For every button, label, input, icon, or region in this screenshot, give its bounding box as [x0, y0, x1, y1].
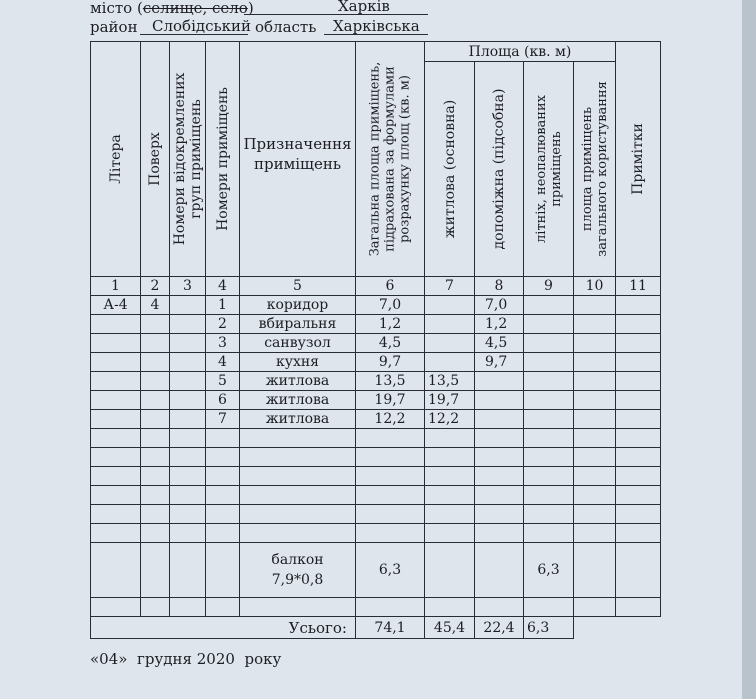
totals-total: 74,1 — [356, 617, 425, 639]
cell-total: 19,7 — [356, 391, 425, 410]
col-header-room-numbers: Номери приміщень — [206, 42, 240, 277]
totals-auxiliary: 22,4 — [475, 617, 524, 639]
table-row — [91, 410, 661, 429]
cell-living — [425, 296, 475, 315]
cell-floor — [141, 410, 170, 429]
struck-settlement-text: селище, село — [142, 0, 248, 17]
cell-floor — [141, 372, 170, 391]
cell-summer — [524, 315, 574, 334]
cell-total: 7,0 — [356, 296, 425, 315]
region-label: область — [255, 18, 317, 36]
cell-common — [574, 353, 616, 372]
city-value: Харків — [338, 0, 390, 15]
col-header-floor: Поверх — [141, 42, 170, 277]
cell-num: 7 — [206, 410, 240, 429]
column-number: 7 — [425, 277, 475, 296]
cell-group — [170, 315, 206, 334]
totals-summer: 6,3 — [524, 617, 574, 639]
cell-total: 12,2 — [356, 410, 425, 429]
cell-summer — [524, 353, 574, 372]
cell-aux: 7,0 — [475, 296, 524, 315]
empty-row — [91, 486, 661, 505]
page-edge — [742, 0, 756, 699]
cell-summer — [524, 410, 574, 429]
cell-living: 19,7 — [425, 391, 475, 410]
cell-num: 1 — [206, 296, 240, 315]
cell-note — [616, 391, 661, 410]
cell-floor: 4 — [141, 296, 170, 315]
cell-note — [616, 372, 661, 391]
premises-table — [90, 41, 661, 639]
table-row — [91, 334, 661, 353]
totals-row — [91, 617, 661, 639]
cell-aux: 9,7 — [475, 353, 524, 372]
city-label-prefix: місто ( — [90, 0, 143, 17]
cell-note — [616, 410, 661, 429]
table-row — [91, 296, 661, 315]
balcony-dimensions: 7,9*0,8 — [271, 572, 324, 588]
empty-row — [91, 505, 661, 524]
balcony-row — [91, 543, 661, 598]
col-header-litera: Літера — [91, 42, 141, 277]
cell-common — [574, 410, 616, 429]
cell-purpose: кухня — [240, 353, 356, 372]
cell-group — [170, 410, 206, 429]
district-value: Слобідський — [152, 17, 252, 35]
balcony-total: 6,3 — [356, 543, 425, 598]
column-number: 2 — [141, 277, 170, 296]
cell-group — [170, 372, 206, 391]
cell-litera: А-4 — [91, 296, 141, 315]
table-row — [91, 353, 661, 372]
col-header-total-area: Загальна площа приміщень, підрахована за формулами розрахунку площ (кв. м) — [356, 42, 425, 277]
cell-summer — [524, 391, 574, 410]
area-group-header: Площа (кв. м) — [425, 42, 616, 62]
cell-group — [170, 296, 206, 315]
cell-litera — [91, 353, 141, 372]
cell-aux — [475, 410, 524, 429]
cell-num: 4 — [206, 353, 240, 372]
region-value: Харківська — [333, 17, 420, 35]
city-line — [90, 0, 254, 17]
cell-purpose: житлова — [240, 372, 356, 391]
cell-floor — [141, 334, 170, 353]
cell-purpose: вбиральня — [240, 315, 356, 334]
cell-total: 13,5 — [356, 372, 425, 391]
cell-summer — [524, 334, 574, 353]
column-number: 11 — [616, 277, 661, 296]
city-label-suffix: ) — [247, 0, 254, 17]
cell-group — [170, 391, 206, 410]
cell-summer — [524, 372, 574, 391]
cell-common — [574, 334, 616, 353]
cell-purpose: житлова — [240, 391, 356, 410]
col-header-purpose: Призначення приміщень — [240, 42, 356, 277]
totals-label: Усього: — [91, 617, 356, 639]
district-label: район — [90, 18, 138, 36]
cell-note — [616, 334, 661, 353]
column-number: 8 — [475, 277, 524, 296]
cell-num: 3 — [206, 334, 240, 353]
date-day: «04» — [90, 650, 128, 668]
cell-note — [616, 296, 661, 315]
cell-floor — [141, 391, 170, 410]
cell-total: 4,5 — [356, 334, 425, 353]
cell-litera — [91, 391, 141, 410]
document-date — [90, 650, 281, 668]
column-number: 1 — [91, 277, 141, 296]
cell-num: 5 — [206, 372, 240, 391]
cell-living — [425, 353, 475, 372]
cell-litera — [91, 334, 141, 353]
cell-note — [616, 315, 661, 334]
cell-living — [425, 315, 475, 334]
table-row — [91, 315, 661, 334]
cell-purpose: санвузол — [240, 334, 356, 353]
empty-row — [91, 448, 661, 467]
table-row — [91, 372, 661, 391]
cell-num: 2 — [206, 315, 240, 334]
cell-litera — [91, 410, 141, 429]
header-row-top — [91, 42, 661, 62]
cell-aux — [475, 391, 524, 410]
cell-total: 1,2 — [356, 315, 425, 334]
cell-common — [574, 296, 616, 315]
col-header-groups: Номери відокремлених груп приміщень — [170, 42, 206, 277]
cell-floor — [141, 315, 170, 334]
balcony-summer: 6,3 — [524, 543, 574, 598]
column-number: 9 — [524, 277, 574, 296]
cell-living: 13,5 — [425, 372, 475, 391]
balcony-label: балкон — [271, 552, 324, 568]
col-header-living: житлова (основна) — [425, 62, 475, 277]
cell-note — [616, 353, 661, 372]
cell-summer — [524, 296, 574, 315]
column-number: 10 — [574, 277, 616, 296]
column-number-row — [91, 277, 661, 296]
cell-group — [170, 353, 206, 372]
cell-aux: 4,5 — [475, 334, 524, 353]
cell-purpose: коридор — [240, 296, 356, 315]
column-number: 6 — [356, 277, 425, 296]
cell-litera — [91, 372, 141, 391]
cell-living: 12,2 — [425, 410, 475, 429]
empty-row — [91, 467, 661, 486]
col-header-common: площа приміщень загального користування — [574, 62, 616, 277]
cell-litera — [91, 315, 141, 334]
table-row — [91, 391, 661, 410]
cell-aux: 1,2 — [475, 315, 524, 334]
cell-common — [574, 391, 616, 410]
empty-row — [91, 429, 661, 448]
cell-num: 6 — [206, 391, 240, 410]
cell-group — [170, 334, 206, 353]
city-underline — [244, 14, 428, 15]
column-number: 4 — [206, 277, 240, 296]
cell-common — [574, 372, 616, 391]
date-month-year: грудня 2020 року — [137, 650, 282, 668]
cell-aux — [475, 372, 524, 391]
column-number: 3 — [170, 277, 206, 296]
balcony-cell — [240, 543, 356, 598]
cell-purpose: житлова — [240, 410, 356, 429]
table-body — [91, 296, 661, 543]
column-number: 5 — [240, 277, 356, 296]
totals-living: 45,4 — [425, 617, 475, 639]
col-header-summer: літніх, неопалюваних приміщень — [524, 62, 574, 277]
blank-row — [91, 598, 661, 617]
cell-common — [574, 315, 616, 334]
col-header-auxiliary: допоміжна (підсобна) — [475, 62, 524, 277]
empty-row — [91, 524, 661, 543]
cell-living — [425, 334, 475, 353]
cell-floor — [141, 353, 170, 372]
col-header-notes: Примітки — [616, 42, 661, 277]
cell-total: 9,7 — [356, 353, 425, 372]
